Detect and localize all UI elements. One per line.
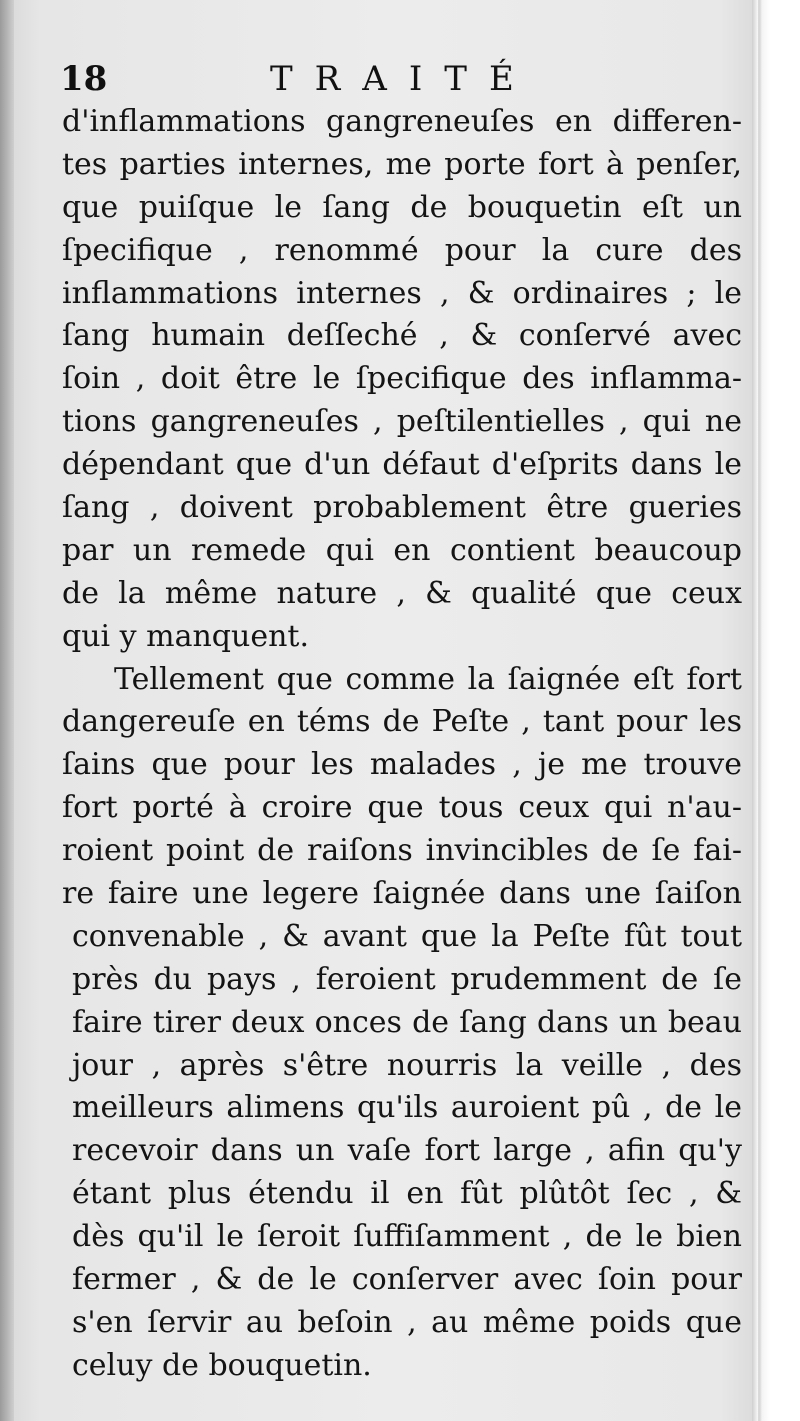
text-line: fort porté à croire que tous ceux qui n'au- <box>62 790 742 826</box>
text-line: inflammations internes , & ordinaires ; le <box>62 275 742 311</box>
text-line: étant plus étendu il en fût plûtôt ſec , & <box>72 1176 742 1212</box>
text-line: tes parties internes, me porte fort à penſer, <box>62 146 742 182</box>
text-line: s'en ſervir au beſoin , au même poids que <box>72 1304 742 1340</box>
text-line: ſang , doivent probablement être gueries <box>62 490 742 526</box>
paragraph-start-line: Tellement que comme la ſaignée eſt fort <box>114 661 742 697</box>
text-line: meilleurs alimens qu'ils auroient pû , de le <box>72 1090 742 1126</box>
text-line: près du pays , feroient prudemment de ſe <box>72 961 742 997</box>
page-header <box>60 54 740 104</box>
text-line: de la même nature , & qualité que ceux <box>62 575 742 611</box>
paragraph-end-line: celuy de bouquetin. <box>72 1347 372 1383</box>
text-line: d'inflammations gangreneuſes en differen- <box>62 104 742 139</box>
page-number: 18 <box>60 59 108 99</box>
text-line: par un remede qui en contient beaucoup <box>62 532 742 568</box>
text-line: ſpecifique , renommé pour la cure des <box>62 232 742 268</box>
paragraph-end-line: qui y manquent. <box>62 618 309 654</box>
text-line: tions gangreneuſes , peſtilentielles , qui ne <box>62 404 742 440</box>
text-line: dangereuſe en téms de Peſte , tant pour les <box>62 704 742 740</box>
text-line: jour , après s'être nourris la veille , des <box>72 1047 742 1083</box>
text-line: dépendant que d'un défaut d'eſprits dans le <box>62 447 742 483</box>
running-title: TRAITÉ <box>270 59 536 99</box>
text-line: que puiſque le ſang de bouquetin eſt un <box>62 189 742 225</box>
text-line: faire tirer deux onces de ſang dans un beau <box>72 1004 742 1040</box>
text-line: roient point de raiſons invincibles de ſe fai- <box>62 833 742 869</box>
text-line: dès qu'il le ſeroit ſuffiſamment , de le bien <box>72 1219 742 1255</box>
text-line: recevoir dans un vaſe fort large , afin qu'y <box>72 1133 742 1169</box>
text-line: convenable , & avant que la Peſte fût tout <box>72 918 742 954</box>
text-line: re faire une legere ſaignée dans une ſaiſon <box>62 876 742 912</box>
text-line: ſains que pour les malades , je me trouve <box>62 747 742 783</box>
text-line: fermer , & de le conſerver avec ſoin pour <box>72 1262 742 1298</box>
text-body <box>62 101 742 1388</box>
text-line: ſoin , doit être le ſpecifique des inflamma- <box>62 361 742 397</box>
text-line: ſang humain deſſeché , & conſervé avec <box>62 318 742 354</box>
